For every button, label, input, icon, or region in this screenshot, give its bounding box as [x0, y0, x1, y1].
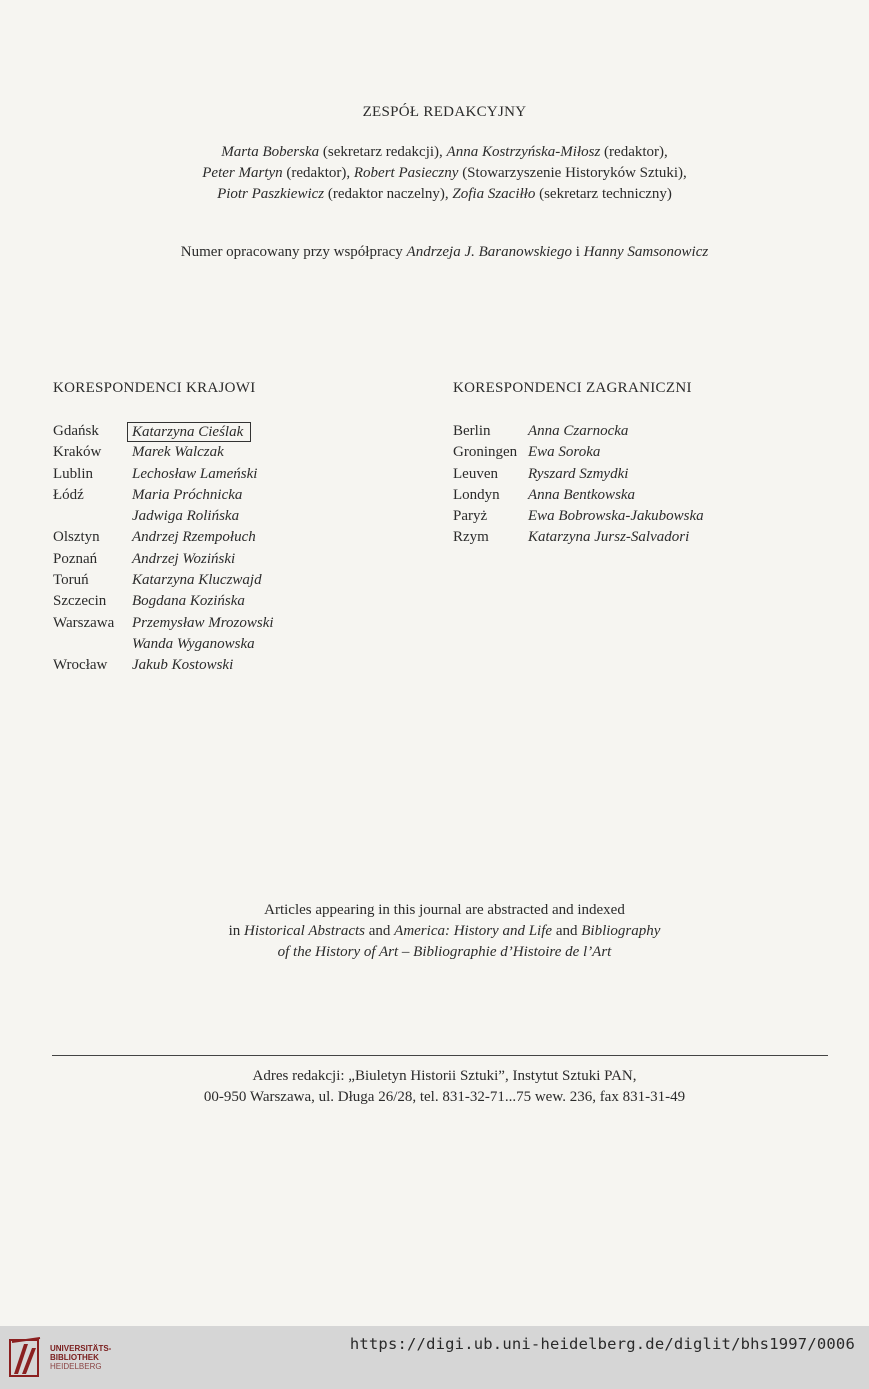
index-title: Historical Abstracts: [244, 923, 365, 939]
list-item: [53, 655, 353, 676]
city: Szczecin: [53, 593, 107, 610]
text: in: [228, 923, 244, 939]
list-item: [53, 485, 353, 506]
city: Paryż: [453, 508, 488, 525]
list-item: [53, 464, 353, 485]
viewer-footer: [0, 1326, 869, 1389]
correspondent-name: [132, 421, 251, 443]
member-role: (sekretarz redakcji),: [319, 144, 447, 160]
member-name: Anna Kostrzyńska-Miłosz: [446, 144, 601, 160]
city: Poznań: [53, 550, 98, 567]
text: and: [552, 923, 582, 939]
member-name: Zofia Szaciłło: [452, 186, 536, 202]
list-item: [53, 506, 353, 527]
collab-prefix: Numer opracowany przy współpracy: [180, 244, 407, 260]
library-name-line: HEIDELBERG: [50, 1362, 102, 1371]
correspondent-name: Bogdana Kozińska: [132, 593, 245, 610]
city: Kraków: [53, 444, 102, 461]
member-role: (redaktor),: [282, 165, 354, 181]
city: Berlin: [453, 423, 491, 439]
member-role: (Stowarzyszenie Historyków Sztuki),: [458, 165, 687, 181]
list-item: [453, 442, 783, 463]
correspondent-name: Katarzyna Kluczwajd: [132, 572, 262, 589]
abstracts-line-3: [10, 942, 869, 963]
member-name: Peter Martyn: [202, 165, 283, 181]
correspondent-name: Andrzej Rzempołuch: [132, 529, 256, 546]
correspondent-name: Przemysław Mrozowski: [132, 614, 274, 631]
highlighted-name-box: Katarzyna Cieślak: [127, 422, 251, 442]
domestic-correspondents-list: [53, 421, 353, 677]
list-item: [453, 464, 783, 485]
collab-name: Hanny Samsonowicz: [583, 244, 709, 260]
city: Toruń: [53, 572, 89, 589]
city: Gdańsk: [53, 423, 99, 439]
abstracts-line-2: [10, 921, 869, 942]
list-item: [53, 591, 353, 612]
member-name: Robert Pasieczny: [353, 165, 459, 181]
list-item: [53, 613, 353, 634]
collab-conjunction: i: [571, 244, 584, 260]
city: Łódź: [53, 486, 84, 503]
list-item: [453, 527, 783, 548]
address-line-1: Adres redakcji: „Biuletyn Historii Sztuki”, Instytut Sztuki PAN,: [252, 1068, 637, 1084]
library-name-line: UNIVERSITÄTS-: [50, 1344, 112, 1353]
list-item: [53, 549, 353, 570]
correspondent-name: Anna Bentkowska: [528, 486, 636, 503]
index-title: Bibliography: [581, 923, 661, 939]
list-item: [53, 421, 353, 442]
list-item: [53, 570, 353, 591]
member-role: (sekretarz techniczny): [535, 186, 672, 202]
correspondent-name: Ewa Bobrowska-Jakubowska: [528, 508, 704, 525]
correspondent-name: Ewa Soroka: [528, 444, 601, 461]
abstracts-line-1: Articles appearing in this journal are abstracted and indexed: [264, 902, 625, 918]
member-name: Marta Boberska: [221, 144, 320, 160]
library-name[interactable]: [50, 1344, 111, 1371]
correspondent-name: Wanda Wyganowska: [132, 635, 255, 652]
members-line-2: [10, 163, 869, 184]
editorial-team-heading: ZESPÓŁ REDAKCYJNY: [362, 104, 527, 120]
list-item: [53, 527, 353, 548]
city: Olsztyn: [53, 529, 100, 546]
city: Leuven: [453, 465, 498, 482]
correspondent-name: Maria Próchnicka: [132, 486, 243, 503]
city: Lublin: [53, 465, 93, 482]
editorial-address: [10, 1066, 869, 1108]
foreign-correspondents-heading: KORESPONDENCI ZAGRANICZNI: [453, 380, 692, 396]
member-role: (redaktor),: [600, 144, 668, 160]
source-url-link[interactable]: https://digi.ub.uni-heidelberg.de/diglit/bhs1997/0006: [349, 1335, 855, 1353]
index-title: America: History and Life: [394, 923, 553, 939]
list-item: [453, 421, 783, 442]
foreign-correspondents-list: [453, 421, 783, 549]
index-title: of the History of Art – Bibliographie d’Histoire de l’Art: [277, 944, 612, 960]
list-item: [53, 442, 353, 463]
correspondent-name: Ryszard Szmydki: [528, 465, 629, 482]
collab-name: Andrzeja J. Baranowskiego: [406, 244, 572, 260]
editorial-members: [10, 142, 869, 205]
address-line-2: 00-950 Warszawa, ul. Długa 26/28, tel. 831-32-71...75 wew. 236, fax 831-31-49: [203, 1089, 686, 1105]
city: Londyn: [453, 486, 500, 503]
list-item: [53, 634, 353, 655]
correspondent-name: Marek Walczak: [132, 444, 224, 461]
domestic-correspondents-heading: KORESPONDENCI KRAJOWI: [53, 380, 256, 396]
members-line-3: [10, 184, 869, 205]
member-name: Piotr Paszkiewicz: [217, 186, 325, 202]
library-name-line: BIBLIOTHEK: [50, 1353, 99, 1362]
member-role: (redaktor naczelny),: [324, 186, 453, 202]
city: Groningen: [453, 444, 518, 461]
correspondent-name: Andrzej Woziński: [132, 550, 236, 567]
city: Warszawa: [53, 614, 115, 631]
correspondent-name: Jakub Kostowski: [132, 657, 234, 674]
library-logo-icon: [8, 1334, 44, 1380]
horizontal-rule: [52, 1055, 828, 1056]
collaboration-note: [10, 242, 869, 263]
correspondent-name: Lechosław Lameński: [132, 465, 258, 482]
list-item: [453, 506, 783, 527]
correspondent-name: Anna Czarnocka: [528, 423, 629, 439]
list-item: [453, 485, 783, 506]
city: Rzym: [453, 529, 489, 546]
correspondent-name: Jadwiga Rolińska: [132, 508, 240, 525]
city: Wrocław: [53, 657, 108, 674]
members-line-1: [10, 142, 869, 163]
correspondent-name: Katarzyna Jursz-Salvadori: [528, 529, 690, 546]
abstracting-note: [10, 900, 869, 963]
text: and: [364, 923, 395, 939]
